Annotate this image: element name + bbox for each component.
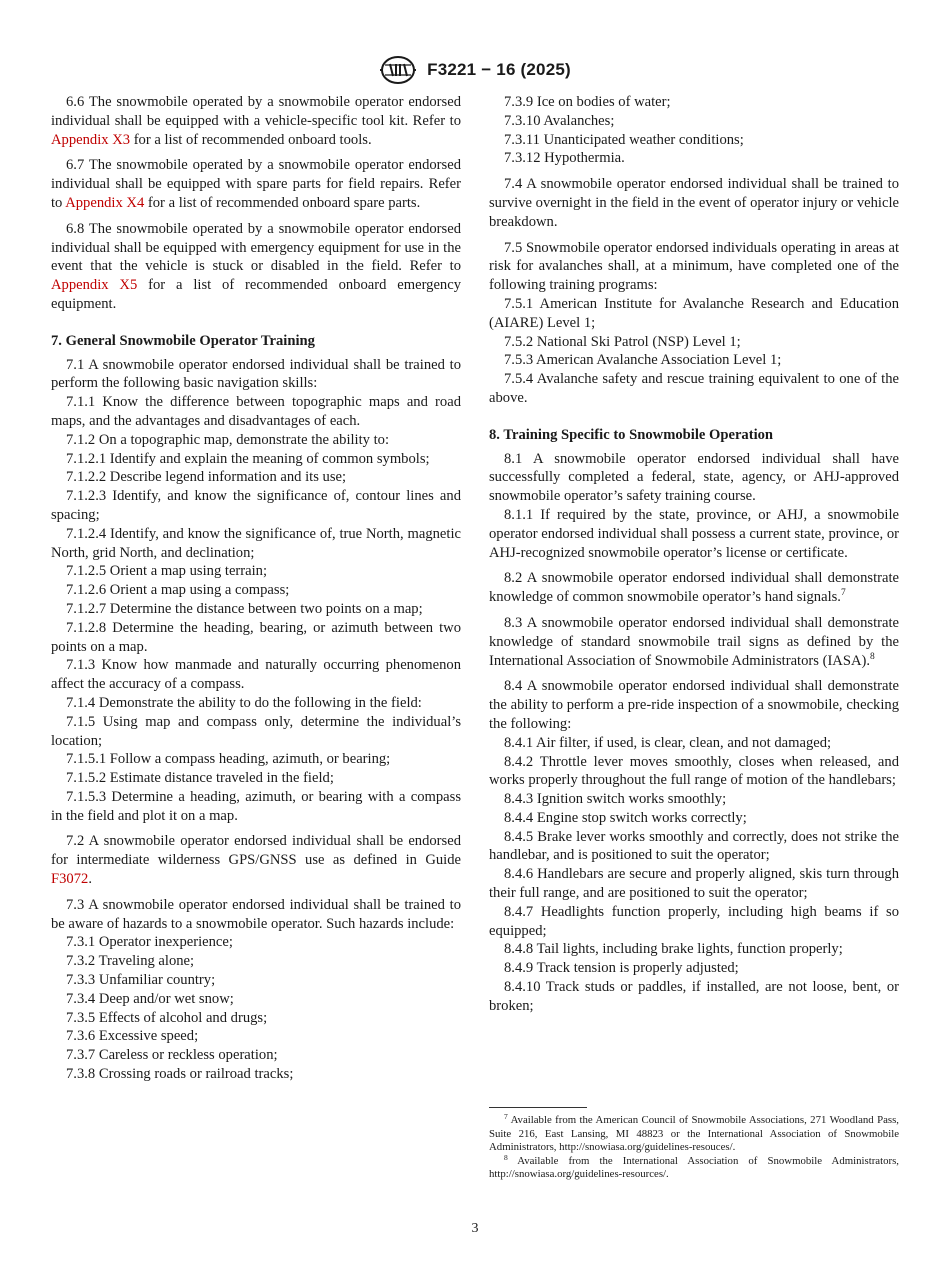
paragraph-7-2: 7.2 A snowmobile operator endorsed individual shall be endorsed for intermediate wilderness GPS/GNSS use as defined in Guide F3072. <box>51 833 461 888</box>
list-item: 7.5.3 American Avalanche Association Level 1; <box>504 352 782 369</box>
page-number: 3 <box>471 1221 479 1236</box>
list-item: 7.1.2.5 Orient a map using terrain; <box>66 563 268 580</box>
paragraph-8-1-1: 8.1.1 If required by the state, province, or AHJ, a snowmobile operator endorsed individual shall possess a current state, province, or AHJ-recognized snowmobile operator’s license or certificate. <box>489 506 899 561</box>
list-item: 7.1.5.2 Estimate distance traveled in the field; <box>66 770 334 787</box>
list-item: 7.3.6 Excessive speed; <box>66 1028 199 1045</box>
section-7-heading: 7. General Snowmobile Operator Training <box>51 332 315 349</box>
footnote-ref-7[interactable]: 7 <box>840 588 846 599</box>
list-item: 8.4.6 Handlebars are secure and properly aligned, skis turn through their full range, and are positioned to suit the operator; <box>489 866 899 902</box>
paragraph-7-4: 7.4 A snowmobile operator endorsed individual shall be trained to survive overnight in the field in the event of operator injury or vehicle breakdown. <box>489 176 899 230</box>
appendix-x4-link[interactable]: Appendix X4 <box>65 194 145 211</box>
list-item: 8.4.9 Track tension is properly adjusted; <box>504 960 739 977</box>
paragraph-7-3: 7.3 A snowmobile operator endorsed individual shall be trained to be aware of hazards to a snowmobile operator. Such hazards include: <box>51 896 461 932</box>
list-item: 8.4.2 Throttle lever moves smoothly, closes when released, and works properly throughout the full range of motion of the handlebars; <box>489 753 899 789</box>
list-item: 7.5.1 American Institute for Avalanche Research and Education (AIARE) Level 1; <box>489 295 899 331</box>
list-item: 8.4.8 Tail lights, including brake lights, function properly; <box>504 941 843 958</box>
list-item: 7.1.2.6 Orient a map using a compass; <box>66 582 290 599</box>
list-item: 7.5.2 National Ski Patrol (NSP) Level 1; <box>504 333 741 350</box>
list-item: 7.3.12 Hypothermia. <box>504 150 625 167</box>
list-item: 8.4.10 Track studs or paddles, if installed, are not loose, bent, or broken; <box>489 979 899 1014</box>
paragraph-8-2: 8.2 A snowmobile operator endorsed individual shall demonstrate knowledge of common snowmobile operator’s hand signals.$^7$ <box>489 570 899 606</box>
paragraph-6-6: 6.6 The snowmobile operated by a snowmobile operator endorsed individual shall be equipped with a vehicle-specific tool kit. Refer to Appendix X3 for a list of recommended onboard tools. <box>51 94 461 148</box>
paragraph-6-7: 6.7 The snowmobile operated by a snowmobile operator endorsed individual shall be equipped with spare parts for field repairs. Refer to Appendix X4 for a list of recommended onboard spare parts. <box>51 157 461 211</box>
list-item: 7.1.2.2 Describe legend information and its use; <box>66 469 347 486</box>
list-item: 7.1.1 Know the difference between topographic maps and road maps, and the advantages and disadvantages of each. <box>51 394 461 429</box>
list-item: 7.3.4 Deep and/or wet snow; <box>66 990 234 1007</box>
appendix-x5-link[interactable]: Appendix X5 <box>51 277 138 294</box>
paragraph-8-3: 8.3 A snowmobile operator endorsed individual shall demonstrate knowledge of standard snowmobile trail signs as defined by the International Association of Snowmobile Administrators (IASA).$^8$ <box>489 614 899 669</box>
paragraph-6-8: 6.8 The snowmobile operated by a snowmobile operator endorsed individual shall be equipped with emergency equipment for use in the event that the vehicle is stuck or disabled in the field. Refer to Appendix X5 for a list of recommended onboard emergency equipment. <box>51 220 462 312</box>
list-item: 7.1.2.1 Identify and explain the meaning of common symbols; <box>66 450 430 467</box>
guide-f3072-link[interactable]: F3072 <box>51 871 89 888</box>
list-item: 7.3.7 Careless or reckless operation; <box>66 1047 278 1064</box>
list-item: 8.4.3 Ignition switch works smoothly; <box>504 791 727 808</box>
list-item: 7.3.1 Operator inexperience; <box>66 934 233 951</box>
list-item: 7.3.11 Unanticipated weather conditions; <box>504 131 744 148</box>
list-item: 7.3.10 Avalanches; <box>504 112 615 129</box>
list-item: 7.1.2.8 Determine the heading, bearing, or azimuth between two points on a map. <box>51 619 461 655</box>
right-column <box>489 93 899 1016</box>
list-item: 7.1.4 Demonstrate the ability to do the following in the field: <box>66 694 422 711</box>
list-item: 7.3.8 Crossing roads or railroad tracks; <box>66 1066 294 1083</box>
appendix-x3-link[interactable]: Appendix X3 <box>51 131 131 148</box>
footnotes <box>489 1107 899 1182</box>
paragraph-7-5: 7.5 Snowmobile operator endorsed individuals operating in areas at risk for avalanches shall, at a minimum, have completed one of the following training programs: <box>489 239 899 294</box>
list-item: 8.4.4 Engine stop switch works correctly; <box>504 809 747 826</box>
list-item: 7.1.3 Know how manmade and naturally occurring phenomenon affect the accuracy of a compass. <box>51 657 461 693</box>
standard-designation: F3221 − 16 (2025) <box>427 60 571 79</box>
section-8-heading: 8. Training Specific to Snowmobile Operation <box>489 426 774 443</box>
list-item: 7.1.2.4 Identify, and know the significance of, true North, magnetic North, grid North, and declination; <box>51 525 461 561</box>
list-item: 7.1.5.1 Follow a compass heading, azimuth, or bearing; <box>66 751 391 768</box>
page-header <box>0 55 950 85</box>
astm-logo-icon <box>379 55 417 85</box>
footnote-ref-8[interactable]: 8 <box>870 651 875 662</box>
list-item: 7.3.9 Ice on bodies of water; <box>504 94 671 110</box>
paragraph-8-1: 8.1 A snowmobile operator endorsed individual shall have successfully completed a federal, state, agency, or AHJ-approved snowmobile operator’s safety training course. <box>489 450 899 505</box>
list-item: 7.1.2.7 Determine the distance between two points on a map; <box>66 600 423 617</box>
list-item: 8.4.5 Brake lever works smoothly and correctly, does not strike the handlebar, and is positioned to suit the operator; <box>489 828 899 864</box>
list-item: 8.4.7 Headlights function properly, including high beams if so equipped; <box>489 903 899 939</box>
footnote-8: $^8$ Available from the International Association of Snowmobile Administrators, http://snowiasa.org/guidelines-resources/. <box>489 1152 899 1181</box>
paragraph-8-4: 8.4 A snowmobile operator endorsed individual shall demonstrate the ability to perform a pre-ride inspection of a snowmobile, checking the following: <box>489 678 899 732</box>
list-item: 8.4.1 Air filter, if used, is clear, clean, and not damaged; <box>504 734 832 751</box>
list-item: 7.1.2.3 Identify, and know the significance of, contour lines and spacing; <box>51 488 461 523</box>
list-item: 7.5.4 Avalanche safety and rescue training equivalent to one of the above. <box>489 371 899 406</box>
list-item: 7.3.2 Traveling alone; <box>66 953 195 970</box>
footnote-divider <box>489 1107 587 1108</box>
list-item: 7.1.5.3 Determine a heading, azimuth, or bearing with a compass in the field and plot it on a map. <box>51 788 461 824</box>
list-item: 7.3.5 Effects of alcohol and drugs; <box>66 1009 268 1026</box>
left-column <box>51 93 461 1084</box>
footnote-7: $^7$ Available from the American Council of Snowmobile Associations, 271 Woodland Pass, Suite 216, East Lansing, MI 48823 or the International Association of Snowmobile Administrators, http://snowiasa.org/guidelines-resouces/. <box>489 1112 899 1154</box>
list-item: 7.1.2 On a topographic map, demonstrate the ability to: <box>66 431 390 448</box>
list-item: 7.1 A snowmobile operator endorsed individual shall be trained to perform the following basic navigation skills: <box>51 356 461 392</box>
list-item: 7.1.5 Using map and compass only, determine the individual’s location; <box>51 713 461 749</box>
list-item: 7.3.3 Unfamiliar country; <box>66 972 216 989</box>
